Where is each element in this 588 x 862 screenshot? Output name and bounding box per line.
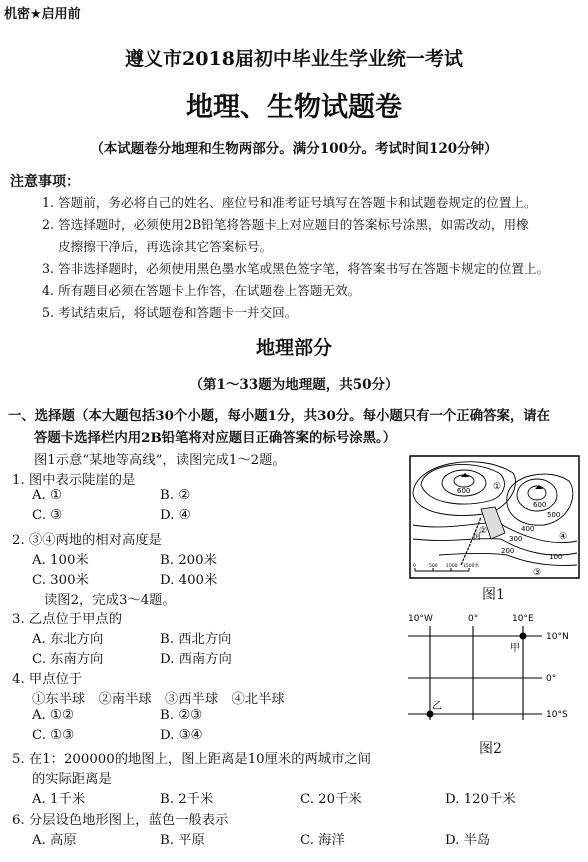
confidential-mark: 机密★启用前 bbox=[4, 7, 81, 22]
contour-label: 400 bbox=[521, 525, 535, 533]
notice-item: 4. 所有题目必须在答题卡上作答，在试题卷上答题无效。 bbox=[42, 283, 361, 298]
lat-label-0: 0° bbox=[546, 674, 557, 684]
option: C. 海洋 bbox=[300, 833, 345, 848]
option: B. 平原 bbox=[160, 833, 205, 848]
contour-label: 500 bbox=[547, 511, 561, 519]
lat-label-10s: 10°S bbox=[546, 710, 568, 720]
option: A. ① bbox=[32, 488, 62, 503]
option: C. ①③ bbox=[32, 728, 74, 743]
contour-label: 600 bbox=[533, 501, 547, 509]
scale-label: 1000 bbox=[446, 564, 458, 569]
option: A. 东北方向 bbox=[32, 632, 104, 647]
figure-2-grid bbox=[402, 608, 584, 728]
option: B. 200米 bbox=[160, 553, 217, 568]
option: D. 400米 bbox=[160, 573, 218, 588]
question-stem: 5. 在1：200000的地图上，图上距离是10厘米的两城市之间 bbox=[12, 752, 371, 767]
option: B. ② bbox=[160, 488, 191, 503]
notice-item: 5. 考试结束后，将试题卷和答题卡一并交回。 bbox=[42, 305, 298, 320]
notice-item: 1. 答题前，务必将自己的姓名、座位号和准考证号填写在答题卡和试题卷规定的位置上。 bbox=[42, 195, 537, 210]
lat-label-10n: 10°N bbox=[546, 632, 569, 642]
option: A. 100米 bbox=[32, 553, 89, 568]
marker-3: ③ bbox=[533, 568, 542, 578]
option: C. 东南方向 bbox=[32, 652, 104, 667]
fig1-lead: 图1示意“某地等高线”，读图完成1～2题。 bbox=[34, 453, 286, 468]
marker-4: ④ bbox=[559, 532, 568, 542]
contour-label: 300 bbox=[509, 535, 523, 543]
marker-1: ① bbox=[493, 482, 502, 492]
question-stem-cont: 的实际距离是 bbox=[32, 772, 112, 787]
paper-title: 地理、生物试题卷 bbox=[186, 92, 402, 123]
question-stem: 2. ③④两地的相对高度是 bbox=[12, 533, 162, 548]
exam-title: 遵义市2018届初中毕业生学业统一考试 bbox=[125, 48, 463, 70]
option: D. 西南方向 bbox=[160, 652, 232, 667]
question-stem: 4. 甲点位于 bbox=[12, 672, 83, 687]
point-yi-label: 乙 bbox=[432, 701, 442, 712]
option: C. 20千米 bbox=[300, 792, 362, 807]
question-stem: 1. 图中表示陡崖的是 bbox=[12, 473, 136, 488]
section-subtitle: （第1～33题为地理题，共50分） bbox=[189, 377, 399, 393]
option: B. 西北方向 bbox=[160, 632, 232, 647]
contour-label: 600 bbox=[457, 487, 471, 495]
figure-2-caption: 图2 bbox=[479, 741, 502, 757]
question-stem: 6. 分层设色地形图上，蓝色一般表示 bbox=[12, 813, 229, 828]
option: D. ③④ bbox=[160, 728, 203, 743]
contour-label: 100 bbox=[549, 553, 563, 561]
option: A. 高原 bbox=[32, 833, 77, 848]
section-title: 地理部分 bbox=[255, 337, 332, 359]
lon-label-10w: 10°W bbox=[408, 614, 433, 624]
lon-label-10e: 10°E bbox=[512, 614, 534, 624]
figure-1-caption: 图1 bbox=[482, 587, 505, 603]
question-stem: 3. 乙点位于甲点的 bbox=[12, 612, 122, 627]
option: D. 半岛 bbox=[445, 833, 491, 848]
notice-item: 3. 答非选择题时，必须使用黑色墨水笔或黑色签字笔，将答案书写在答题卡规定的位置上。 bbox=[42, 261, 550, 276]
point-jia-label: 甲 bbox=[510, 643, 520, 654]
river-label: 河 bbox=[473, 532, 481, 541]
question-choices: ①东半球 ②南半球 ③西半球 ④北半球 bbox=[32, 692, 285, 707]
part-heading: 一、选择题（本大题包括30个小题，每小题1分，共30分。每小题只有一个正确答案，请在 bbox=[8, 408, 551, 424]
option: C. ③ bbox=[32, 508, 63, 523]
notice-item: 2. 答选择题时，必须使用2B铅笔将答题卡上对应题目的答案标号涂黑，如需改动，用橡 bbox=[42, 217, 529, 232]
marker-2: ② bbox=[479, 526, 488, 536]
contour-label: 200 bbox=[501, 547, 515, 555]
notice-item: 皮擦擦干净后，再选涂其它答案标号。 bbox=[58, 239, 273, 254]
point-jia-dot bbox=[520, 633, 527, 640]
part-heading-cont: 答题卡选择栏内用2B铅笔将对应题目正确答案的标号涂黑。） bbox=[34, 430, 397, 446]
lon-label-0: 0° bbox=[468, 614, 479, 624]
figure-1-contour-map bbox=[409, 455, 580, 579]
scale-label: 0 bbox=[413, 564, 416, 569]
exam-intro: （本试题卷分地理和生物两部分。满分100分。考试时间120分钟） bbox=[90, 141, 498, 157]
notice-heading: 注意事项： bbox=[10, 174, 80, 190]
option: A. 1千米 bbox=[32, 792, 86, 807]
fig2-lead: 读图2，完成3～4题。 bbox=[44, 593, 176, 608]
option: C. 300米 bbox=[32, 573, 89, 588]
option: B. ②③ bbox=[160, 708, 203, 723]
option: D. ④ bbox=[160, 508, 191, 523]
scale-label: 1500米 bbox=[463, 564, 479, 569]
option: B. 2千米 bbox=[160, 792, 214, 807]
option: A. ①② bbox=[32, 708, 74, 723]
scale-label: 500 bbox=[429, 564, 438, 569]
option: D. 120千米 bbox=[445, 792, 516, 807]
